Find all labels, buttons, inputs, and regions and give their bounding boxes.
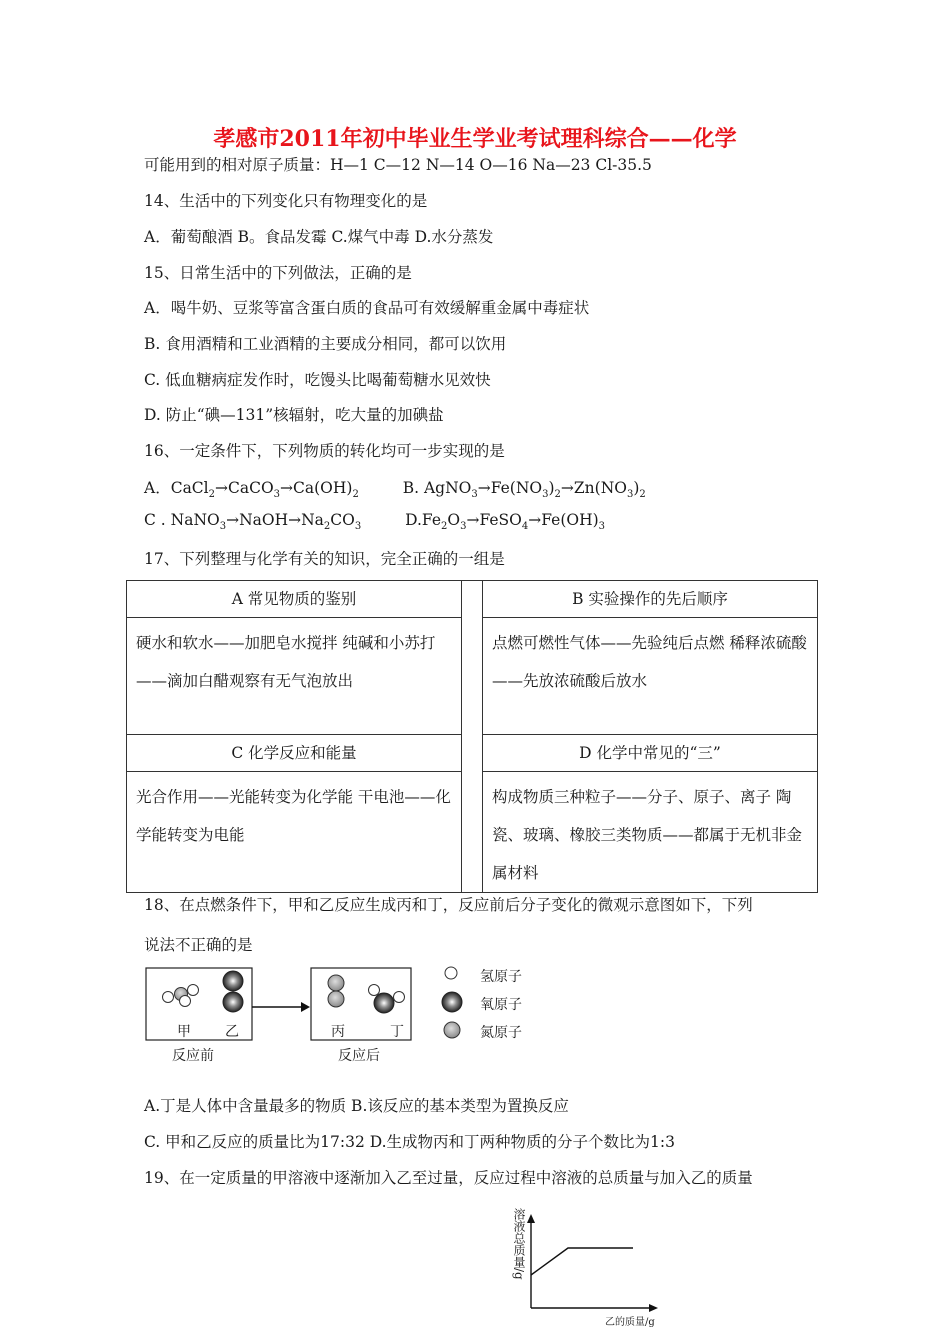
q17-stem: 17、下列整理与化学有关的知识，完全正确的一组是	[144, 550, 505, 568]
q15-option-b: B. 食用酒精和工业酒精的主要成分相同，都可以饮用	[144, 335, 507, 353]
legend-hydrogen: 氢原子	[480, 969, 522, 985]
graph-y-label: 溶液总质量/g	[512, 1208, 526, 1280]
q14-stem: 14、生活中的下列变化只有物理变化的是	[144, 192, 428, 210]
q18-stem-1: 18、在点燃条件下，甲和乙反应生成丙和丁，反应前后分子变化的微观示意图如下，下列	[144, 896, 753, 914]
q16-c-label: C .	[144, 511, 171, 529]
x-axis-arrow	[649, 1304, 658, 1312]
page-title: 孝感市2011年初中毕业生学业考试理科综合——化学	[213, 126, 737, 152]
q17-c-header: C 化学反应和能量	[231, 744, 357, 762]
label-jia: 甲	[177, 1024, 191, 1040]
q16-a-formula: $CaCl_2\to CaCO_3\to Ca(OH)_2$	[170, 479, 359, 501]
q17-b-body: 点燃可燃性气体——先验纯后点燃 稀释浓硫酸——先放浓硫酸后放水	[492, 634, 807, 690]
q16-stem: 16、一定条件下，下列物质的转化均可一步实现的是	[144, 442, 505, 460]
q14-options: A．葡萄酿酒 B。食品发霉 C.煤气中毒 D.水分蒸发	[144, 228, 494, 246]
q15-option-c: C. 低血糖病症发作时，吃馒头比喝葡萄糖水见效快	[144, 371, 491, 389]
legend-nitrogen: 氮原子	[480, 1025, 522, 1041]
label-bing: 丙	[331, 1024, 345, 1040]
label-ding: 丁	[390, 1024, 404, 1040]
q15-option-a: A．喝牛奶、豆浆等富含蛋白质的食品可有效缓解重金属中毒症状	[144, 299, 590, 317]
q16-c-formula: $NaNO_3\to NaOH\to Na_2CO_3$	[170, 511, 362, 533]
label-yi: 乙	[225, 1024, 239, 1040]
q16-d-formula: $Fe_2O_3\to FeSO_4\to Fe(OH)_3$	[421, 511, 606, 533]
q16-d-label: D.	[405, 511, 422, 529]
q18-options-ab: A.丁是人体中含量最多的物质 B.该反应的基本类型为置换反应	[144, 1097, 569, 1115]
q16-b-label: B.	[402, 479, 424, 497]
q15-stem: 15、日常生活中的下列做法，正确的是	[144, 264, 412, 282]
q16-b-formula: $AgNO_3\to Fe(NO_3)_2\to Zn(NO_3)_2$	[423, 479, 646, 501]
q17-b-header: B 实验操作的先后顺序	[572, 590, 728, 608]
label-after: 反应后	[338, 1048, 380, 1064]
graph-curve	[531, 1248, 633, 1275]
q18-options-cd: C. 甲和乙反应的质量比为17:32 D.生成物丙和丁两种物质的分子个数比为1:3	[144, 1133, 676, 1151]
q19-stem: 19、在一定质量的甲溶液中逐渐加入乙至过量，反应过程中溶液的总质量与加入乙的质量	[144, 1169, 753, 1187]
legend-oxygen: 氧原子	[480, 997, 522, 1013]
graph-x-label: 乙的质量/g	[605, 1317, 655, 1328]
label-before: 反应前	[172, 1048, 214, 1064]
q17-d-header: D 化学中常见的“三”	[579, 744, 721, 762]
q18-stem-2: 说法不正确的是	[144, 936, 253, 954]
q17-c-body: 光合作用——光能转变为化学能 干电池——化学能转变为电能	[136, 788, 451, 844]
atomic-masses: 可能用到的相对原子质量：H—1 C—12 N—14 O—16 Na—23 Cl-35.5	[144, 156, 652, 174]
y-axis-arrow	[527, 1214, 535, 1223]
q17-a-header: A 常见物质的鉴别	[231, 590, 357, 608]
q17-d-body: 构成物质三种粒子——分子、原子、离子 陶瓷、玻璃、橡胶三类物质——都属于无机非金属材料	[492, 788, 803, 882]
q15-option-d: D. 防止“碘—131”核辐射，吃大量的加碘盐	[144, 406, 444, 424]
q17-a-body: 硬水和软水——加肥皂水搅拌 纯碱和小苏打——滴加白醋观察有无气泡放出	[136, 634, 436, 690]
q16-a-label: A．	[144, 479, 171, 497]
